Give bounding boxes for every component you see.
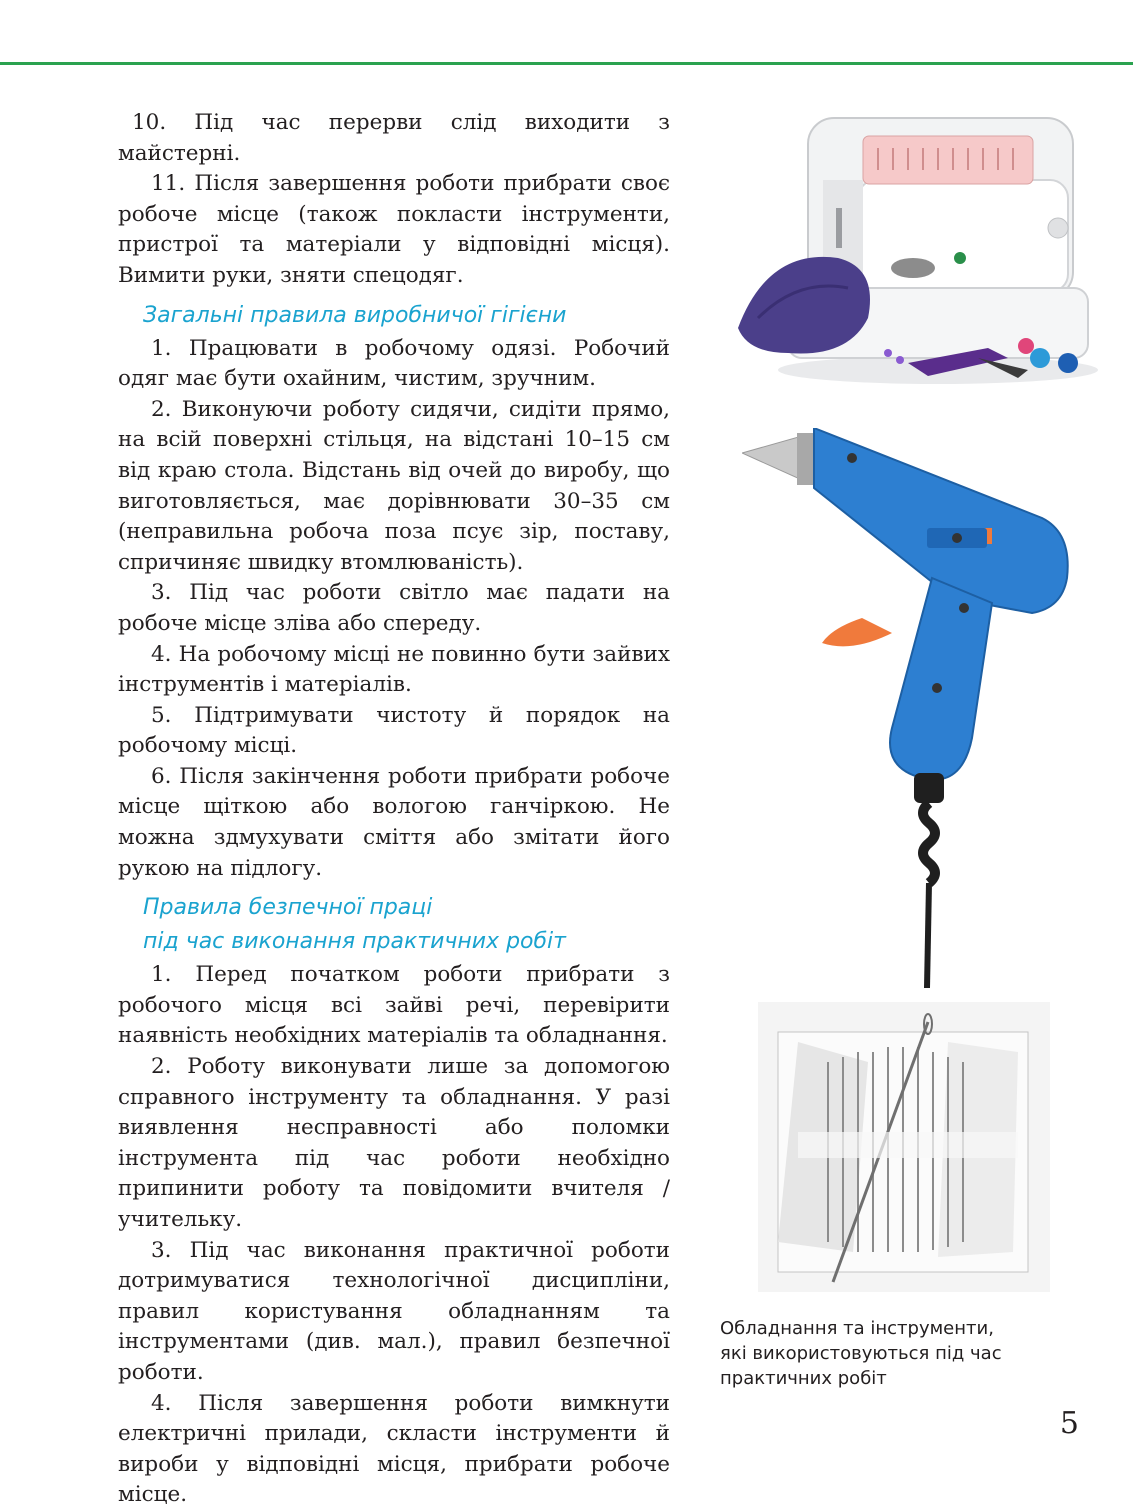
hygiene-item-6: 6. Після закінчення роботи прибрати робоче місце щіткою або вологою ганчіркою. Не можна здмухувати сміття або змітати його рукою на підлогу. — [118, 763, 670, 881]
hygiene-item-4: 4. На робочому місці не повинно бути зайвих інструментів і матеріалів. — [118, 641, 670, 698]
figure-caption — [720, 1316, 1020, 1391]
glue-gun-image — [742, 428, 1092, 988]
caption-line-3: практичних робіт — [720, 1368, 887, 1389]
safety-heading-line-1: Правила безпечної праці — [143, 895, 433, 921]
caption-line-2: які використовуються під час — [720, 1343, 1002, 1364]
caption-line-1: Обладнання та інструменти, — [720, 1318, 994, 1339]
safety-item-3: 3. Під час виконання практичної роботи дотримуватися технологічної дисципліни, правил користування обладнанням та інструментами (див. мал.), правил безпечної роботи. — [118, 1237, 670, 1385]
safety-item-4: 4. Після завершення роботи вимкнути електричні прилади, скласти інструменти й вироби у відповідні місця, прибрати робоче місце. — [118, 1390, 670, 1508]
hygiene-item-2: 2. Виконуючи роботу сидячи, сидіти прямо, на всій поверхні стільця, на відстані 10–15 см від краю стола. Відстань від очей до виробу, що виготовляється, має дорівнювати 30–35 см (неправильна робоча поза псує зір, поставу, спричиняє швидку втомлюваність). — [118, 396, 670, 575]
top-green-rule — [0, 62, 1133, 65]
rule-10: 10. Під час перерви слід виходити з майстерні. — [118, 110, 670, 166]
rule-11: 11. Після завершення роботи прибрати своє робоче місце (також покласти інструменти, пристрої та матеріали у відповідні місця). Вимити руки, зняти спецодяг. — [118, 171, 670, 288]
main-text-column — [118, 108, 670, 1511]
needles-image — [758, 1002, 1050, 1292]
safety-heading-line-2: під час виконання практичних робіт — [143, 929, 566, 955]
sewing-machine-image — [728, 108, 1100, 396]
safety-item-1: 1. Перед початком роботи прибрати з робочого місця всі зайві речі, перевірити наявність необхідних матеріалів та обладнання. — [118, 962, 670, 1049]
hygiene-item-3: 3. Під час роботи світло має падати на робоче місце зліва або спереду. — [118, 580, 670, 636]
hygiene-heading: Загальні правила виробничої гігієни — [143, 302, 567, 328]
safety-item-2: 2. Роботу виконувати лише за допомогою справного інструменту та обладнання. У разі виявлення несправності або поломки інструмента під час роботи необхідно припинити роботу та повідомити вчителя / учительку. — [118, 1054, 670, 1232]
page-number: 5 — [1059, 1406, 1079, 1441]
hygiene-item-1: 1. Працювати в робочому одязі. Робочий одяг має бути охайним, чистим, зручним. — [118, 335, 670, 392]
hygiene-item-5: 5. Підтримувати чистоту й порядок на робочому місці. — [118, 702, 670, 759]
